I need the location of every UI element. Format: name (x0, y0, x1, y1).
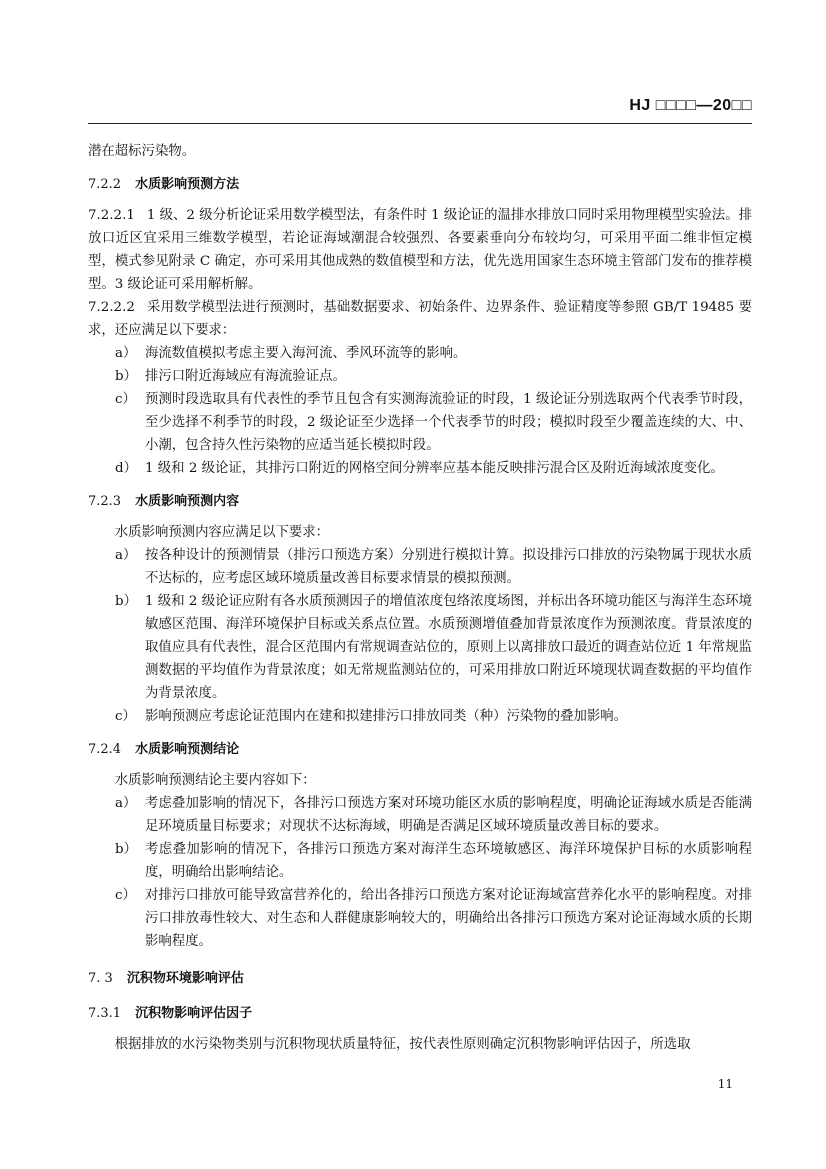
list-text: 考虑叠加影响的情况下，各排污口预选方案对环境功能区水质的影响程度，明确论证海域水质是否能满足环境质量目标要求；对现状不达标海域，明确是否满足区域环境质量改善目标的要求。 (145, 796, 752, 834)
list-item (115, 544, 752, 590)
list-text: 1 级和 2 级论证应附有各水质预测因子的增值浓度包络浓度场图，并标出各环境功能区与海洋生态环境敏感区范围、海洋环境保护目标或关系点位置。水质预测增值叠加背景浓度作为预测浓度。背景浓度的取值应具有代表性，混合区范围内有常规调查站位的，原则上以离排放口最近的调查站位近 1 年常规监测数据的平均值作为背景浓度；如无常规监测站位的，可采用排放口附近环境现状调查数据的平均值作为背景浓度。 (145, 594, 752, 701)
heading-number: 7. 3 (88, 971, 113, 986)
list-label: d） (115, 461, 137, 476)
clause-number: 7.2.2.1 (88, 208, 135, 223)
clause-text: 采用数学模型法进行预测时，基础数据要求、初始条件、边界条件、验证精度等参照 GB/T 19485 要求，还应满足以下要求： (88, 300, 752, 338)
document-body (88, 140, 752, 1056)
list-text: 1 级和 2 级论证，其排污口附近的网格空间分辨率应基本能反映排污混合区及附近海域浓度变化。 (145, 461, 724, 476)
document-code-header: HJ □□□□—20□□ (629, 97, 752, 114)
heading-title: 水质影响预测结论 (135, 742, 240, 757)
paragraph-7-2-4: 水质影响预测结论主要内容如下： (114, 773, 316, 788)
list-item (115, 365, 752, 388)
list-item (115, 388, 752, 457)
list-text: 考虑叠加影响的情况下，各排污口预选方案对海洋生态环境敏感区、海洋环境保护目标的水质影响程度，明确给出影响结论。 (145, 842, 752, 880)
list-item (115, 838, 752, 884)
list-7-2-4 (88, 792, 752, 953)
list-text: 按各种设计的预测情景（排污口预选方案）分别进行模拟计算。拟设排污口排放的污染物属于现状水质不达标的，应考虑区域环境质量改善目标要求情景的模拟预测。 (145, 548, 752, 586)
list-item (115, 457, 752, 480)
list-7-2-3 (88, 544, 752, 728)
clause-number: 7.2.2.2 (88, 300, 135, 315)
list-text: 海流数值模拟考虑主要入海河流、季风环流等的影响。 (145, 346, 467, 361)
list-item (115, 792, 752, 838)
heading-7-2-3 (88, 490, 752, 513)
page-number: 11 (717, 1077, 733, 1091)
list-text: 预测时段选取具有代表性的季节且包含有实测海流验证的时段，1 级论证分别选取两个代表季节时段，至少选择不利季节的时段，2 级论证至少选择一个代表季节的时段；模拟时段至少覆盖连续的大、中、小潮，包含持久性污染物的应适当延长模拟时段。 (145, 392, 752, 453)
heading-7-3 (88, 967, 752, 990)
heading-7-2-2 (88, 173, 752, 196)
heading-title: 水质影响预测内容 (135, 494, 240, 509)
header-rule (88, 123, 752, 124)
list-label: a） (115, 796, 137, 811)
heading-title: 水质影响预测方法 (135, 177, 240, 192)
list-label: b） (115, 842, 137, 857)
list-item (115, 705, 752, 728)
paragraph-7-2-2-1 (88, 204, 752, 296)
heading-7-3-1 (88, 1002, 752, 1025)
paragraph-7-2-2-2 (88, 296, 752, 342)
list-text: 对排污口排放可能导致富营养化的，给出各排污口预选方案对论证海域富营养化水平的影响程度。对排污口排放毒性较大、对生态和人群健康影响较大的，明确给出各排污口预选方案对论证海域水质的长期影响程度。 (145, 888, 752, 949)
heading-number: 7.2.3 (88, 494, 122, 509)
heading-number: 7.2.2 (88, 177, 122, 192)
list-item (115, 590, 752, 705)
paragraph-7-2-3: 水质影响预测内容应满足以下要求： (114, 525, 330, 540)
list-item (115, 884, 752, 953)
paragraph-7-3-1: 根据排放的水污染物类别与沉积物现状质量特征，按代表性原则确定沉积物影响评估因子，所选取 (114, 1037, 691, 1052)
list-label: c） (115, 709, 136, 724)
list-label: b） (115, 594, 137, 609)
list-label: c） (115, 888, 136, 903)
paragraph-continuation: 潜在超标污染物。 (88, 144, 196, 159)
list-label: c） (115, 392, 136, 407)
list-label: a） (115, 346, 137, 361)
list-item (115, 342, 752, 365)
heading-title: 沉积物影响评估因子 (135, 1006, 253, 1021)
list-text: 排污口附近海域应有海流验证点。 (145, 369, 346, 384)
heading-number: 7.3.1 (88, 1006, 122, 1021)
heading-number: 7.2.4 (88, 742, 122, 757)
list-label: b） (115, 369, 137, 384)
list-label: a） (115, 548, 137, 563)
heading-title: 沉积物环境影响评估 (126, 971, 244, 986)
clause-text: 1 级、2 级分析论证采用数学模型法，有条件时 1 级论证的温排水排放口同时采用物理模型实验法。排放口近区宜采用三维数学模型，若论证海域潮混合较强烈、各要素垂向分布较均匀，可采用平面二维非恒定模型，模式参见附录 C 确定，亦可采用其他成熟的数值模型和方法，优先选用国家生态环境主管部门发布的推荐模型。3 级论证可采用解析解。 (88, 208, 752, 292)
list-text: 影响预测应考虑论证范围内在建和拟建排污口排放同类（种）污染物的叠加影响。 (145, 709, 628, 724)
list-7-2-2-2 (88, 342, 752, 480)
heading-7-2-4 (88, 738, 752, 761)
